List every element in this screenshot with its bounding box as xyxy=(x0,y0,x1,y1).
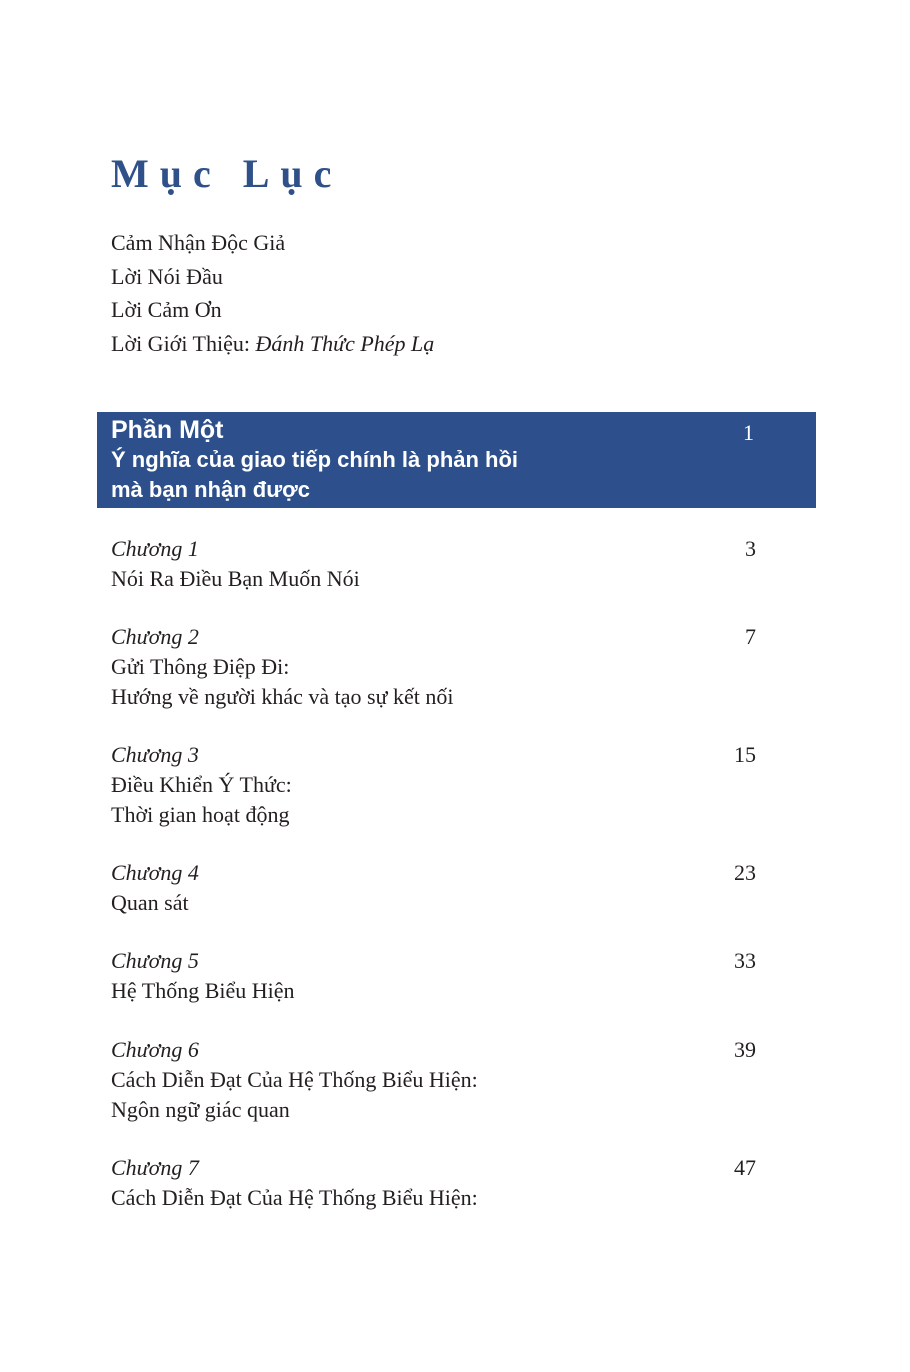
chapter-page-number: 7 xyxy=(745,624,756,649)
front-matter-item[interactable] xyxy=(111,226,434,260)
chapter-label: Chương 6 xyxy=(111,1037,199,1062)
part-one-banner[interactable] xyxy=(97,412,816,508)
part-page-number: 1 xyxy=(743,420,754,445)
chapter-title-line: Nói Ra Điều Bạn Muốn Nói xyxy=(111,566,360,591)
part-subtitle-line: mà bạn nhận được xyxy=(111,477,311,502)
chapter-title-line: Quan sát xyxy=(111,890,189,915)
chapter-title-line: Điều Khiển Ý Thức: xyxy=(111,772,292,797)
chapter-page-number: 33 xyxy=(734,948,756,973)
part-subtitle-line: Ý nghĩa của giao tiếp chính là phản hồi xyxy=(111,447,519,472)
chapter-title-line: Thời gian hoạt động xyxy=(111,802,290,827)
front-matter-text: Lời Nói Đầu xyxy=(111,263,223,289)
chapter-entry-2[interactable] xyxy=(111,622,756,712)
front-matter-item[interactable] xyxy=(111,260,434,294)
chapter-entry-1[interactable] xyxy=(111,534,756,594)
front-matter-list xyxy=(111,226,434,360)
chapter-title-line: Gửi Thông Điệp Đi: xyxy=(111,654,290,679)
front-matter-item[interactable] xyxy=(111,327,434,361)
page-title: Mục Lục xyxy=(111,151,343,196)
chapter-label: Chương 5 xyxy=(111,948,199,973)
chapter-entry-3[interactable] xyxy=(111,740,756,830)
chapter-entry-6[interactable] xyxy=(111,1035,756,1125)
chapter-entry-5[interactable] xyxy=(111,946,756,1006)
chapter-page-number: 39 xyxy=(734,1037,756,1062)
chapter-page-number: 3 xyxy=(745,536,756,561)
chapter-page-number: 23 xyxy=(734,860,756,885)
front-matter-item[interactable] xyxy=(111,293,434,327)
part-label: Phần Một xyxy=(111,416,224,444)
chapter-title-line: Hướng về người khác và tạo sự kết nối xyxy=(111,684,454,709)
chapter-label: Chương 3 xyxy=(111,742,199,767)
chapter-label: Chương 2 xyxy=(111,624,199,649)
chapter-label: Chương 1 xyxy=(111,536,199,561)
front-matter-text: Cảm Nhận Độc Giả xyxy=(111,230,286,255)
chapter-title-line: Hệ Thống Biểu Hiện xyxy=(111,978,295,1003)
chapter-entry-4[interactable] xyxy=(111,858,756,918)
part-subtitle xyxy=(111,445,671,505)
chapter-page-number: 15 xyxy=(734,742,756,767)
chapter-page-number: 47 xyxy=(734,1155,756,1180)
chapter-entry-7[interactable] xyxy=(111,1153,756,1213)
chapter-label: Chương 7 xyxy=(111,1155,199,1180)
front-matter-italic: Đánh Thức Phép Lạ xyxy=(255,330,435,356)
front-matter-text: Lời Giới Thiệu: xyxy=(111,330,256,356)
chapter-title-line: Ngôn ngữ giác quan xyxy=(111,1097,290,1122)
front-matter-text: Lời Cảm Ơn xyxy=(111,297,222,322)
chapter-title-line: Cách Diễn Đạt Của Hệ Thống Biểu Hiện: xyxy=(111,1067,478,1092)
chapter-label: Chương 4 xyxy=(111,860,199,885)
chapter-title-line: Cách Diễn Đạt Của Hệ Thống Biểu Hiện: xyxy=(111,1185,478,1210)
